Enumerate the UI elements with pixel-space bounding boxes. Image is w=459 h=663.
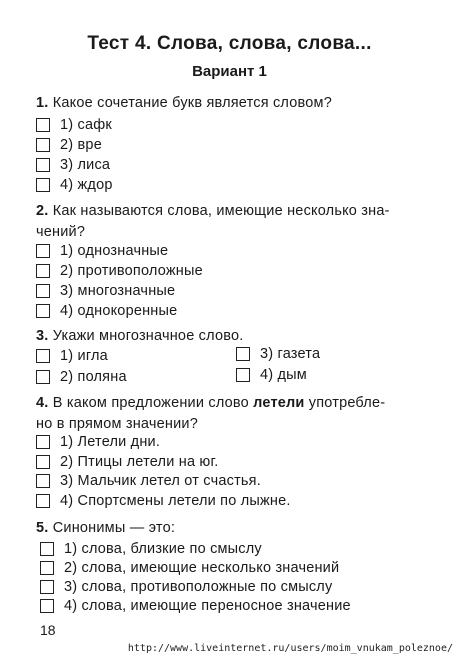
option-label: 1) однозначные bbox=[60, 243, 169, 259]
q3-option-3[interactable] bbox=[236, 344, 320, 364]
checkbox[interactable] bbox=[36, 370, 50, 384]
question-1-number: 1. bbox=[36, 95, 49, 111]
option-label: 3) лиса bbox=[60, 157, 111, 173]
option-label: 1) сафк bbox=[60, 117, 112, 133]
question-1-text: Какое сочетание букв является словом? bbox=[52, 95, 332, 111]
option-label: 2) Птицы летели на юг. bbox=[60, 454, 219, 470]
question-2 bbox=[36, 201, 428, 243]
checkbox[interactable] bbox=[36, 284, 50, 298]
q3-option-4[interactable] bbox=[236, 365, 307, 385]
option-label: 4) ждор bbox=[60, 177, 113, 193]
question-2-text-line2: чений? bbox=[36, 224, 86, 240]
q2-option-1[interactable] bbox=[36, 241, 168, 261]
option-label: 2) слова, имеющие несколько значений bbox=[64, 560, 340, 576]
q1-option-1[interactable] bbox=[36, 115, 112, 135]
question-4-text-line2: но в прямом значении? bbox=[36, 416, 198, 432]
checkbox[interactable] bbox=[36, 244, 50, 258]
checkbox[interactable] bbox=[36, 494, 50, 508]
question-5-text: Синонимы — это: bbox=[52, 520, 176, 536]
checkbox[interactable] bbox=[36, 435, 50, 449]
checkbox[interactable] bbox=[36, 158, 50, 172]
question-4-number: 4. bbox=[36, 395, 49, 411]
q2-option-3[interactable] bbox=[36, 281, 175, 301]
question-2-text-line1: Как называются слова, имеющие несколько зна- bbox=[52, 203, 390, 219]
q4-option-2[interactable] bbox=[36, 452, 218, 472]
checkbox[interactable] bbox=[40, 542, 54, 556]
q5-option-4[interactable] bbox=[40, 596, 351, 616]
option-label: 1) слова, близкие по смыслу bbox=[64, 541, 262, 557]
question-4-text-after: употребле- bbox=[304, 395, 386, 411]
option-label: 4) Спортсмены летели по лыжне. bbox=[60, 493, 291, 509]
checkbox[interactable] bbox=[36, 349, 50, 363]
page-number: 18 bbox=[40, 622, 56, 638]
option-label: 3) Мальчик летел от счастья. bbox=[60, 473, 261, 489]
question-5-number: 5. bbox=[36, 520, 49, 536]
question-4 bbox=[36, 393, 428, 435]
option-label: 3) газета bbox=[260, 346, 321, 362]
question-4-text-before: В каком предложении слово bbox=[52, 395, 254, 411]
q5-option-1[interactable] bbox=[40, 539, 262, 559]
q5-option-2[interactable] bbox=[40, 558, 339, 578]
variant-subtitle: Вариант 1 bbox=[192, 63, 267, 80]
checkbox[interactable] bbox=[36, 178, 50, 192]
checkbox[interactable] bbox=[236, 347, 250, 361]
question-2-number: 2. bbox=[36, 203, 49, 219]
checkbox[interactable] bbox=[36, 138, 50, 152]
checkbox[interactable] bbox=[36, 455, 50, 469]
q2-option-4[interactable] bbox=[36, 301, 177, 321]
q4-option-4[interactable] bbox=[36, 491, 291, 511]
q1-option-2[interactable] bbox=[36, 135, 102, 155]
checkbox[interactable] bbox=[36, 118, 50, 132]
q4-option-1[interactable] bbox=[36, 432, 160, 452]
checkbox[interactable] bbox=[36, 474, 50, 488]
question-3-number: 3. bbox=[36, 328, 49, 344]
checkbox[interactable] bbox=[36, 304, 50, 318]
q2-option-2[interactable] bbox=[36, 261, 203, 281]
option-label: 3) слова, противоположные по смыслу bbox=[64, 579, 333, 595]
option-label: 2) поляна bbox=[60, 369, 127, 385]
q1-option-4[interactable] bbox=[36, 175, 113, 195]
option-label: 1) игла bbox=[60, 348, 108, 364]
option-label: 4) дым bbox=[260, 367, 307, 383]
question-3 bbox=[36, 326, 428, 347]
question-5 bbox=[36, 518, 428, 539]
question-4-keyword: летели bbox=[253, 395, 305, 411]
option-label: 3) многозначные bbox=[60, 283, 176, 299]
option-label: 4) однокоренные bbox=[60, 303, 178, 319]
q5-option-3[interactable] bbox=[40, 577, 332, 597]
checkbox[interactable] bbox=[236, 368, 250, 382]
q4-option-3[interactable] bbox=[36, 471, 261, 491]
checkbox[interactable] bbox=[36, 264, 50, 278]
q3-option-1[interactable] bbox=[36, 346, 108, 366]
checkbox[interactable] bbox=[40, 580, 54, 594]
option-label: 1) Летели дни. bbox=[60, 434, 161, 450]
question-1 bbox=[36, 93, 428, 114]
option-label: 4) слова, имеющие переносное значение bbox=[64, 598, 351, 614]
q3-option-2[interactable] bbox=[36, 367, 127, 387]
checkbox[interactable] bbox=[40, 561, 54, 575]
option-label: 2) вре bbox=[60, 137, 102, 153]
watermark-url: http://www.liveinternet.ru/users/moim_vnukam_poleznoe/ bbox=[127, 643, 453, 654]
checkbox[interactable] bbox=[40, 599, 54, 613]
question-3-text: Укажи многозначное слово. bbox=[52, 328, 244, 344]
q1-option-3[interactable] bbox=[36, 155, 110, 175]
test-title: Тест 4. Слова, слова, слова... bbox=[87, 33, 372, 54]
option-label: 2) противоположные bbox=[60, 263, 203, 279]
